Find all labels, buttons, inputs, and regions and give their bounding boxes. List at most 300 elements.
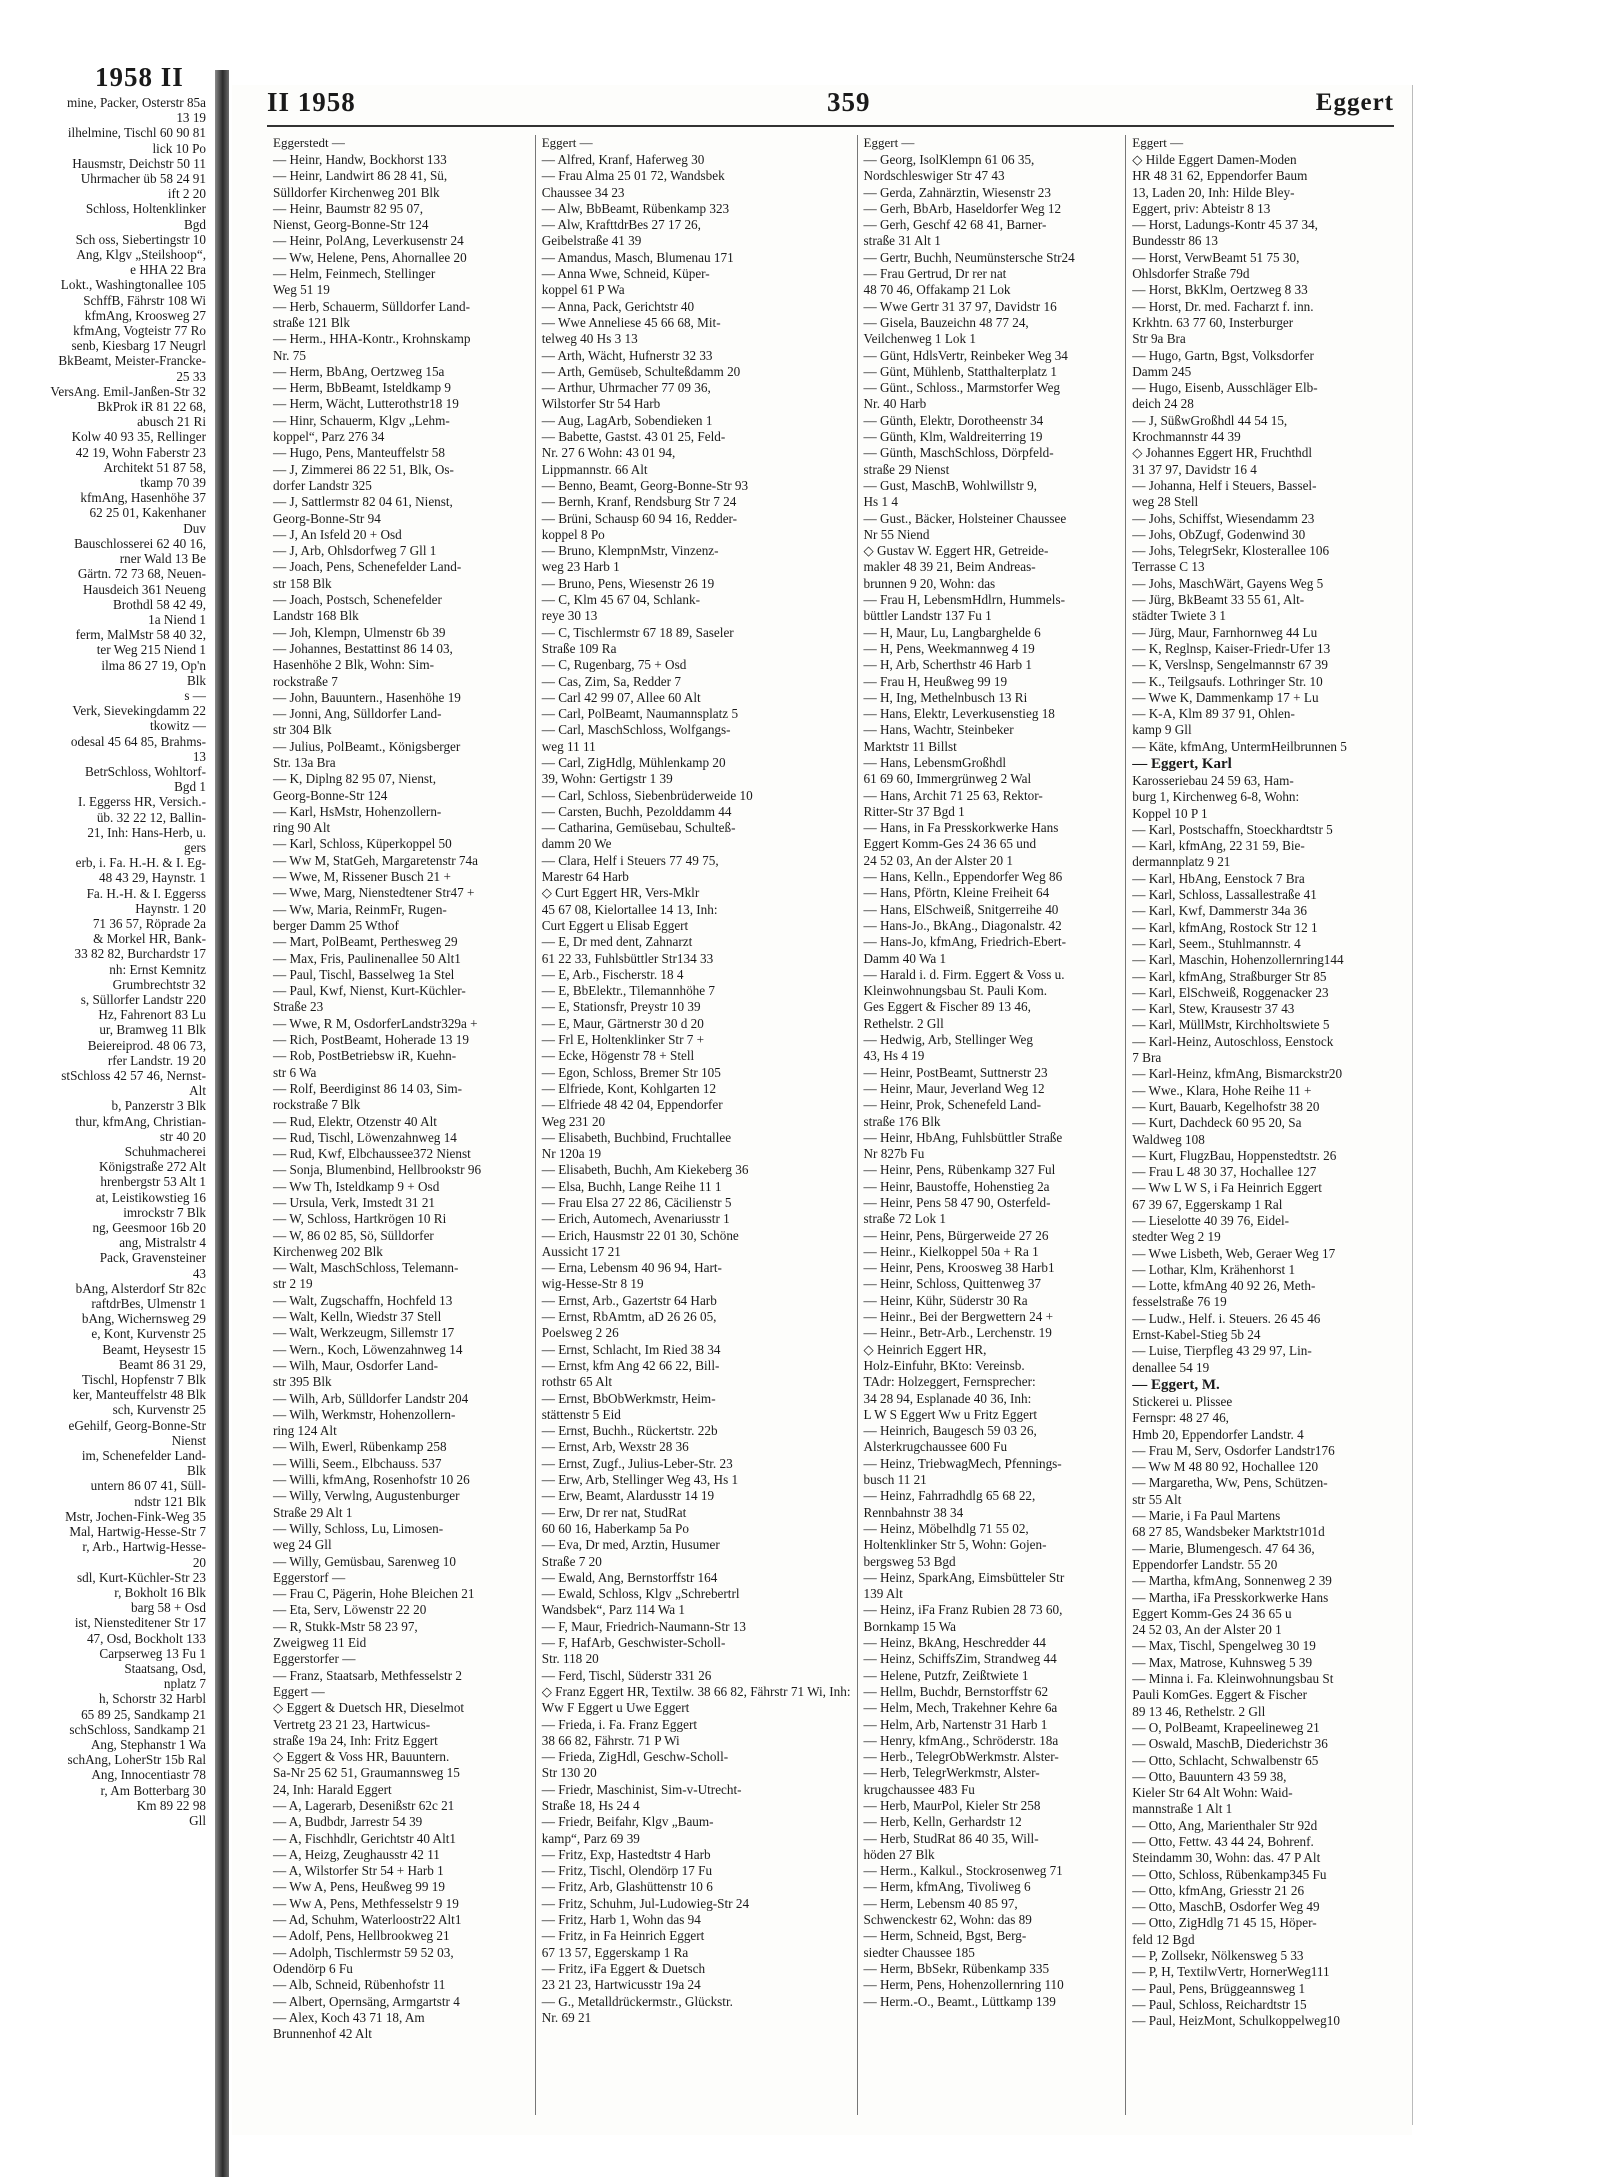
left-page-line: stSchloss 42 57 46, Nernst-: [61, 1068, 206, 1083]
directory-entry: — Minna i. Fa. Kleinwohnungsbau St: [1132, 1671, 1334, 1687]
directory-entry: — Hans, Elektr, Leverkusenstieg 18: [863, 706, 1055, 722]
directory-entry: — Walt, Zugschaffn, Hochfeld 13: [273, 1292, 453, 1308]
directory-entry: — Heinz, iFa Franz Rubien 28 73 60,: [863, 1602, 1063, 1618]
directory-entry: — Karl, Schloss, Lassallestraße 41: [1132, 887, 1317, 903]
directory-entry: — Heinr, Baustoffe, Hohenstieg 2a: [863, 1178, 1050, 1194]
left-page-line: Duv: [183, 520, 206, 536]
directory-entry: Sülldorfer Kirchenweg 201 Blk: [273, 184, 440, 200]
directory-entry: Hmb 20, Eppendorfer Landstr. 4: [1132, 1426, 1304, 1442]
directory-entry: Geibelstraße 41 39: [541, 233, 642, 249]
left-page-line: Schloss, Holtenklinker: [85, 201, 206, 217]
left-page-line: Ang, Klgv „Steilshoop“,: [76, 247, 206, 263]
directory-entry: — C, Tischlermstr 67 18 89, Saseler: [541, 624, 734, 640]
directory-entry: — Paul, Pens, Brüggeannsweg 1: [1132, 1980, 1306, 1996]
directory-entry: — Wwe., Klara, Hohe Reihe 11 +: [1132, 1082, 1312, 1098]
directory-entry: — K, Diplng 82 95 07, Nienst,: [273, 771, 437, 787]
directory-entry: 48 70 46, Offakamp 21 Lok: [863, 282, 1011, 298]
directory-entry: — Herm, kfmAng, Tivoliweg 6: [863, 1879, 1031, 1895]
directory-entry: 43, Hs 4 19: [863, 1048, 925, 1064]
directory-entry: — Marie, i Fa Paul Martens: [1132, 1508, 1281, 1524]
left-page-line: e HHA 22 Bra: [130, 262, 206, 278]
directory-entry: — Joh, Klempn, Ulmenstr 6b 39: [273, 624, 446, 640]
left-page-line: Hausmstr, Deichstr 50 11: [72, 155, 206, 171]
directory-entry: — Max, Tischl, Spengelweg 30 19: [1132, 1638, 1316, 1654]
directory-entry: — Ww A, Pens, Heußweg 99 19: [273, 1879, 445, 1895]
directory-entry: kamp“, Parz 69 39: [541, 1830, 640, 1846]
directory-entry: — E, Maur, Gärtnerstr 30 d 20: [541, 1015, 704, 1031]
directory-entry: Terrasse C 13: [1132, 559, 1205, 575]
left-page-line: 21, Inh: Hans-Herb, u.: [87, 824, 206, 840]
directory-entry: — E, Dr med dent, Zahnarzt: [541, 934, 693, 950]
left-page-line: Nienst: [171, 1432, 206, 1448]
directory-entry: — Karl-Heinz, Autoschloss, Eenstock: [1132, 1033, 1334, 1049]
directory-entry: — Elisabeth, Buchbind, Fruchtallee: [541, 1129, 732, 1145]
left-page-line: Mstr, Jochen-Fink-Weg 35: [65, 1508, 206, 1524]
directory-entry: Straße 18, Hs 24 4: [541, 1797, 640, 1813]
left-page-line: ift 2 20: [167, 186, 206, 202]
directory-entry: — Lotte, kfmAng 40 92 26, Meth-: [1132, 1278, 1316, 1294]
directory-entry: — Max, Matrose, Kuhnsweg 5 39: [1132, 1654, 1313, 1670]
directory-entry: — Helm, Mech, Trakehner Kehre 6a: [863, 1700, 1058, 1716]
left-page-line: imrockstr 7 Blk: [123, 1204, 206, 1220]
left-page-line: ferm, MalMstr 58 40 32,: [75, 627, 206, 643]
directory-entry: 31 37 97, Davidstr 16 4: [1132, 461, 1257, 477]
directory-entry: — Arth, Wächt, Hufnerstr 32 33: [541, 347, 713, 363]
left-page-line: bAng, Wichernsweg 29: [81, 1311, 206, 1327]
left-page-line: b, Panzerstr 3 Blk: [111, 1098, 206, 1114]
directory-entry: Schwenckestr 62, Wohn: das 89: [863, 1912, 1032, 1928]
directory-entry: bergsweg 53 Bgd: [863, 1553, 956, 1569]
directory-entry: 24, Inh: Harald Eggert: [273, 1781, 392, 1797]
directory-entry: — Albert, Opernsäng, Armgartstr 4: [273, 1993, 460, 2009]
directory-entry: — Bruno, Pens, Wiesenstr 26 19: [541, 575, 715, 591]
directory-entry: 67 13 57, Eggerskamp 1 Ra: [541, 1944, 689, 1960]
left-page-line: Schuhmacherei: [124, 1144, 206, 1160]
directory-entry: Pauli KomGes. Eggert & Fischer: [1132, 1687, 1307, 1703]
left-page-line: Bgd: [184, 216, 206, 232]
directory-entry: — Egon, Schloss, Bremer Str 105: [541, 1064, 721, 1080]
left-page-line: str 40 20: [159, 1128, 206, 1144]
directory-entry: Str 130 20: [541, 1765, 597, 1781]
directory-entry: — Herm, Schneid, Bgst, Berg-: [863, 1928, 1027, 1944]
directory-entry: — Wwe Lisbeth, Web, Geraer Weg 17: [1132, 1245, 1336, 1261]
directory-entry: — Kurt, FlugzBau, Hoppenstedtstr. 26: [1132, 1147, 1337, 1163]
left-page-line: lick 10 Po: [152, 140, 206, 156]
directory-entry: — Otto, kfmAng, Griesstr 21 26: [1132, 1882, 1305, 1898]
directory-entry: — Lothar, Klm, Krähenhorst 1: [1132, 1261, 1296, 1277]
directory-entry: — Anna Wwe, Schneid, Küper-: [541, 266, 710, 282]
directory-entry: dorfer Landstr 325: [273, 477, 372, 493]
directory-entry: ◇ Eggert & Voss HR, Bauuntern.: [273, 1749, 450, 1765]
directory-entry: Straße 7 20: [541, 1553, 602, 1569]
directory-entry: — Ursula, Verk, Imstedt 31 21: [273, 1195, 436, 1210]
directory-entry: — Cas, Zim, Sa, Redder 7: [541, 673, 681, 689]
directory-entry: — H, Pens, Weekmannweg 4 19: [863, 640, 1035, 656]
directory-entry: kamp 9 Gll: [1132, 722, 1192, 738]
directory-entry: — Wwe Anneliese 45 66 68, Mit-: [541, 314, 721, 330]
directory-entry: — Herb, Schauerm, Sülldorfer Land-: [273, 298, 471, 314]
directory-entry: — Heinz, SchiffsZim, Strandweg 44: [863, 1651, 1057, 1667]
column-head: Eggert —: [863, 135, 915, 150]
left-page-line: schSchloss, Sandkamp 21: [69, 1721, 206, 1737]
directory-entry: — Ww A, Pens, Methfesselstr 9 19: [273, 1895, 459, 1911]
directory-entry: — Franz, Staatsarb, Methfesselstr 2: [273, 1667, 462, 1683]
directory-entry: — Johanna, Helf i Steuers, Bassel-: [1132, 477, 1317, 493]
directory-entry: — Friedr, Beifahr, Klgv „Baum-: [541, 1814, 714, 1830]
left-page-line: r, Arb., Hartwig-Hesse-: [82, 1539, 206, 1555]
directory-entry: — A, Budbdr, Jarrestr 54 39: [273, 1814, 423, 1830]
directory-entry: — K, Reglnsp, Kaiser-Friedr-Ufer 13: [1132, 640, 1331, 656]
directory-entry: — Carl, MaschSchloss, Wolfgangs-: [541, 722, 731, 738]
directory-entry: — Erw, Beamt, Alardusstr 14 19: [541, 1488, 715, 1504]
left-page-line: erb, i. Fa. H.-H. & I. Eg-: [75, 855, 206, 871]
directory-entry: Damm 40 Wa 1: [863, 950, 947, 966]
directory-entry: Rennbahnstr 38 34: [863, 1504, 964, 1520]
directory-entry: Georg-Bonne-Str 124: [273, 787, 388, 803]
directory-entry: Poelsweg 2 26: [541, 1325, 619, 1341]
directory-entry: — Hugo, Gartn, Bgst, Volksdorfer: [1132, 347, 1314, 363]
directory-entry: — Hans, Wachtr, Steinbeker: [863, 722, 1014, 738]
left-page-line: BkProk iR 81 22 68,: [97, 399, 206, 415]
directory-entry: — Wilh, Arb, Sülldorfer Landstr 204: [273, 1390, 469, 1406]
directory-entry: — Ernst, Schlacht, Im Ried 38 34: [541, 1341, 721, 1357]
directory-entry: — Ernst, BbObWerkmstr, Heim-: [541, 1390, 716, 1406]
directory-entry: — Walt, Kelln, Wiedstr 37 Stell: [273, 1309, 442, 1325]
directory-entry: Nr 55 Niend: [863, 526, 930, 542]
left-page-line: Grumbrechtstr 32: [112, 976, 206, 992]
directory-entry: straße 121 Blk: [273, 314, 350, 330]
directory-entry: — Friedr, Maschinist, Sim-v-Utrecht-: [541, 1781, 742, 1797]
directory-entry: — Karl, ElSchweiß, Roggenacker 23: [1132, 984, 1329, 1000]
directory-entry: — Carl, Schloss, Siebenbrüderweide 10: [541, 787, 753, 803]
directory-entry: — Kurt, Bauarb, Kegelhofstr 38 20: [1132, 1098, 1320, 1114]
left-page-line: VersAng. Emil-Janßen-Str 32: [50, 383, 206, 399]
directory-entry: siedter Chaussee 185: [863, 1944, 975, 1960]
directory-entry: — Catharina, Gemüsebau, Schulteß-: [541, 820, 736, 836]
directory-entry: — Herb, TelegrWerkmstr, Alster-: [863, 1765, 1040, 1781]
left-page-line: Königstraße 272 Alt: [99, 1159, 206, 1175]
directory-entry: — Johs, Schiffst, Wiesendamm 23: [1132, 510, 1315, 526]
left-page-line: r, Am Botterbarg 30: [100, 1782, 206, 1798]
directory-columns: [267, 135, 1394, 2115]
directory-entry: burg 1, Kirchenweg 6-8, Wohn:: [1132, 789, 1300, 805]
directory-entry: Damm 245: [1132, 363, 1192, 379]
directory-entry: deich 24 28: [1132, 396, 1194, 412]
left-page-line: hrenbergstr 53 Alt 1: [100, 1174, 206, 1190]
directory-entry: — Frau L 48 30 37, Hochallee 127: [1132, 1164, 1317, 1180]
directory-entry: krugchaussee 483 Fu: [863, 1781, 975, 1797]
directory-entry: Alsterkrugchaussee 600 Fu: [863, 1439, 1008, 1455]
directory-entry: — Brüni, Schausp 60 94 16, Redder-: [541, 510, 738, 526]
directory-entry: — Gust., Bäcker, Holsteiner Chaussee: [863, 510, 1067, 526]
left-page-line: ur, Bramweg 11 Blk: [99, 1022, 206, 1038]
directory-entry: — C, Klm 45 67 04, Schlank-: [541, 592, 700, 608]
directory-entry: — Heinr, Schloss, Quittenweg 37: [863, 1276, 1042, 1292]
directory-entry: 60 60 16, Haberkamp 5a Po: [541, 1520, 689, 1536]
left-page-line: Hz, Fahrenort 83 Lu: [98, 1007, 206, 1023]
directory-entry: koppel“, Parz 276 34: [273, 429, 385, 445]
directory-entry: — Ad, Schuhm, Waterloostr22 Alt1: [273, 1912, 462, 1928]
directory-entry: — Ww, Maria, ReinmFr, Rugen-: [273, 901, 447, 917]
directory-entry: Nr. 40 Harb: [863, 396, 927, 412]
directory-entry: — Wwe K, Dammenkamp 17 + Lu: [1132, 689, 1319, 705]
directory-entry: Steindamm 30, Wohn: das. 47 P Alt: [1132, 1850, 1321, 1866]
left-page-line: ter Weg 215 Niend 1: [96, 642, 206, 658]
left-page-lines: [0, 95, 212, 1828]
directory-entry: 89 13 46, Rethelstr. 2 Gll: [1132, 1703, 1266, 1719]
directory-entry: 61 69 60, Immergrünweg 2 Wal: [863, 771, 1032, 787]
directory-entry: — Frl E, Holtenklinker Str 7 +: [541, 1032, 705, 1048]
directory-entry: — Frieda, i. Fa. Franz Eggert: [541, 1716, 698, 1732]
directory-entry: — Frau Alma 25 01 72, Wandsbek: [541, 168, 725, 184]
directory-entry: — Karl, Schloss, Küperkoppel 50: [273, 836, 452, 852]
directory-entry: — Martha, iFa Presskorkwerke Hans: [1132, 1589, 1329, 1605]
directory-entry: — Alw, BbBeamt, Rübenkamp 323: [541, 200, 730, 216]
directory-entry: — Wwe Gertr 31 37 97, Davidstr 16: [863, 298, 1057, 314]
directory-entry: — Hellm, Buchdr, Bernstorffstr 62: [863, 1683, 1049, 1699]
directory-entry: — A, Lagerarb, Desenißstr 62c 21: [273, 1797, 455, 1813]
directory-entry: — Lieselotte 40 39 76, Eidel-: [1132, 1213, 1290, 1228]
left-page-line: Beiereiprod. 48 06 73,: [87, 1037, 206, 1053]
directory-entry: — Erich, Automech, Avenariusstr 1: [541, 1211, 730, 1227]
directory-entry: — Paul, HeizMont, Schulkoppelweg10: [1132, 2013, 1340, 2029]
directory-entry: str 395 Blk: [273, 1374, 332, 1390]
directory-entry: denallee 54 19: [1132, 1359, 1210, 1375]
directory-entry: ◇ Eggert & Duetsch HR, Dieselmot: [273, 1700, 465, 1716]
directory-entry: — Fritz, Arb, Glashüttenstr 10 6: [541, 1879, 713, 1895]
directory-entry: — Joach, Pens, Schenefelder Land-: [273, 559, 462, 575]
directory-entry: — W, Schloss, Hartkrögen 10 Ri: [273, 1211, 447, 1227]
directory-entry: Chaussee 34 23: [541, 184, 625, 200]
directory-entry: ◇ Hilde Eggert Damen-Moden: [1132, 152, 1297, 167]
directory-column-1: [267, 135, 535, 2115]
directory-entry: Straße 29 Alt 1: [273, 1504, 353, 1520]
directory-entry: 45 67 08, Kielortallee 14 13, Inh:: [541, 901, 718, 917]
directory-entry: weg 11 11: [541, 738, 596, 754]
left-page-line: Verk, Sievekingdamm 22: [72, 703, 206, 719]
left-page-line: odesal 45 64 85, Brahms-: [70, 733, 206, 749]
directory-entry: berger Damm 25 Wthof: [273, 917, 399, 933]
directory-entry: 34 28 94, Esplanade 40 36, Inh:: [863, 1390, 1032, 1406]
directory-entry: Eggert, priv: Abteistr 8 13: [1132, 200, 1271, 216]
left-page-line: I. Eggerss HR, Versich.-: [78, 794, 206, 810]
left-page-line: e, Kont, Kurvenstr 25: [91, 1326, 206, 1342]
directory-entry: Nr 827b Fu: [863, 1146, 925, 1162]
left-page-line: Gll: [189, 1812, 206, 1828]
directory-entry: — P, H, TextilwVertr, HornerWeg111: [1132, 1964, 1330, 1980]
left-page-line: BkBeamt, Meister-Francke-: [58, 353, 206, 369]
directory-entry: — K., Teilgsaufs. Lothringer Str. 10: [1132, 673, 1323, 689]
directory-entry: Nr 120a 19: [541, 1146, 602, 1162]
directory-entry: — Herm, Pens, Hohenzollernring 110: [863, 1977, 1064, 1993]
directory-column-3: [857, 135, 1126, 2115]
left-page-line: Blk: [186, 672, 206, 688]
directory-entry: — Max, Fris, Paulinenallee 50 Alt1: [273, 950, 461, 966]
directory-entry: — H, Arb, Scherthstr 46 Harb 1: [863, 657, 1033, 673]
directory-entry: — Karl, MüllMstr, Kirchholtswiete 5: [1132, 1017, 1330, 1033]
directory-entry: Kleinwohnungsbau St. Pauli Kom.: [863, 983, 1048, 999]
directory-entry: — Gerh, BbArb, Haseldorfer Weg 12: [863, 200, 1062, 216]
directory-entry: ◇ Johannes Eggert HR, Fruchthdl: [1132, 445, 1312, 461]
directory-entry: Sa-Nr 25 62 51, Graumannsweg 15: [273, 1765, 460, 1781]
left-page-line: 13 19: [176, 110, 206, 126]
book-spine: [215, 70, 229, 2177]
directory-entry: — Fritz, Schuhm, Jul-Ludowieg-Str 24: [541, 1895, 750, 1911]
directory-entry: höden 27 Blk: [863, 1846, 935, 1862]
directory-entry: — Heinr, Handw, Bockhorst 133: [273, 152, 447, 167]
directory-entry: — Harald i. d. Firm. Eggert & Voss u.: [863, 966, 1065, 982]
directory-entry: Eggerstorfer —: [273, 1651, 356, 1667]
directory-entry: — Fritz, Tischl, Olendörp 17 Fu: [541, 1863, 713, 1879]
directory-entry: — Wwe, R M, OsdorferLandstr329a +: [273, 1015, 478, 1031]
directory-entry: 24 52 03, An der Alster 20 1: [1132, 1622, 1282, 1638]
directory-entry: — Günth, MaschSchloss, Dörpfeld-: [863, 445, 1054, 461]
directory-entry: Ritter-Str 37 Bgd 1: [863, 803, 965, 819]
directory-entry: — Ewald, Ang, Bernstorffstr 164: [541, 1569, 718, 1585]
directory-entry: — F, Maur, Friedrich-Naumann-Str 13: [541, 1618, 746, 1634]
directory-entry: — Willi, Seem., Elbchauss. 537: [273, 1455, 442, 1471]
directory-entry: brunnen 9 20, Wohn: das: [863, 575, 996, 591]
directory-entry: straße 29 Nienst: [863, 461, 950, 477]
directory-entry: Georg-Bonne-Str 94: [273, 510, 381, 526]
directory-entry: Hasenhöhe 2 Blk, Wohn: Sim-: [273, 657, 434, 673]
directory-entry: — Hans, ElSchweiß, Snitgerreihe 40: [863, 901, 1059, 917]
left-page-line: ist, Niensteditener Str 17: [74, 1615, 206, 1631]
left-page-line: im, Schenefelder Land-: [81, 1448, 206, 1464]
directory-entry: — Karl, Maschin, Hohenzollernring144: [1132, 952, 1344, 968]
directory-entry: — Alfred, Kranf, Haferweg 30: [541, 152, 705, 167]
directory-entry: — Heinr, Kühr, Süderstr 30 Ra: [863, 1292, 1028, 1308]
directory-entry: 23 21 23, Hartwicusstr 19a 24: [541, 1977, 701, 1993]
directory-entry: Lippmannstr. 66 Alt: [541, 461, 648, 477]
directory-entry: ◇ Gustav W. Eggert HR, Getreide-: [863, 543, 1049, 559]
directory-entry: — J, Zimmerei 86 22 51, Blk, Os-: [273, 461, 454, 477]
directory-entry: Nr. 69 21: [541, 2009, 592, 2025]
directory-entry: — Günth, Elektr, Dorotheenstr 34: [863, 412, 1044, 428]
left-page-line: kfmAng, Hasenhöhe 37: [80, 490, 206, 506]
directory-entry: — Heinr, HbAng, Fuhlsbüttler Straße: [863, 1129, 1063, 1145]
directory-entry: — Karl, Kwf, Dammerstr 34a 36: [1132, 903, 1307, 919]
directory-entry: — Karl, HbAng, Eenstock 7 Bra: [1132, 870, 1305, 886]
directory-entry: — Rob, PostBetriebsw iR, Kuehn-: [273, 1048, 457, 1064]
directory-entry: — F, HafArb, Geschwister-Scholl-: [541, 1635, 726, 1651]
left-page-line: ndstr 121 Blk: [134, 1493, 206, 1509]
directory-entry: — Heinr, Pens, Kroosweg 38 Harb1: [863, 1260, 1055, 1276]
directory-entry: — Karl, Postschaffn, Stoeckhardtstr 5: [1132, 821, 1333, 837]
directory-entry: — Wilh, Maur, Osdorfer Land-: [273, 1357, 438, 1373]
directory-entry: — Willy, Gemüsbau, Sarenweg 10: [273, 1553, 456, 1569]
directory-entry: — Käte, kfmAng, UntermHeilbrunnen 5: [1132, 738, 1347, 754]
directory-entry: str 158 Blk: [273, 575, 332, 591]
directory-entry: — Ww Th, Isteldkamp 9 + Osd: [273, 1178, 440, 1194]
directory-entry: — K, Verslnsp, Sengelmannstr 67 39: [1132, 657, 1328, 673]
directory-entry: ring 124 Alt: [273, 1423, 337, 1439]
directory-entry: — Walt, MaschSchloss, Telemann-: [273, 1260, 459, 1276]
directory-entry: — Wwe, M, Rissener Busch 21 +: [273, 869, 451, 885]
directory-entry: dermannplatz 9 21: [1132, 854, 1231, 870]
directory-entry: — Henry, kfmAng., Schröderstr. 18a: [863, 1732, 1059, 1748]
directory-entry: — J, Arb, Ohlsdorfweg 7 Gll 1: [273, 543, 437, 559]
directory-entry: — Marie, Blumengesch. 47 64 36,: [1132, 1540, 1315, 1556]
directory-entry: ◇ Curt Eggert HR, Vers-Mklr: [541, 885, 700, 901]
directory-entry: stättenstr 5 Eid: [541, 1406, 621, 1422]
left-page-line: r, Bokholt 16 Blk: [114, 1584, 206, 1600]
directory-entry: — Frau M, Serv, Osdorfer Landstr176: [1132, 1442, 1335, 1458]
directory-entry: Koppel 10 P 1: [1132, 805, 1208, 821]
directory-entry: — Gisela, Bauzeichn 48 77 24,: [863, 314, 1029, 330]
directory-entry: — Elsa, Buchh, Lange Reihe 11 1: [541, 1178, 722, 1194]
left-page-line: s —: [184, 687, 206, 703]
left-page-line: untern 86 07 41, Süll-: [90, 1478, 206, 1494]
left-page-line: Staatsang, Osd,: [124, 1660, 206, 1676]
directory-entry: — Ludw., Helf. i. Steuers. 26 45 46: [1132, 1310, 1321, 1326]
directory-entry: telweg 40 Hs 3 13: [541, 331, 638, 347]
left-page-line: mine, Packer, Osterstr 85a: [67, 95, 206, 110]
directory-entry: straße 31 Alt 1: [863, 233, 941, 249]
directory-entry: — Karl, kfmAng, 22 31 59, Bie-: [1132, 838, 1305, 854]
directory-entry: Straße 23: [273, 999, 324, 1015]
directory-entry: Holz-Einfuhr, BKto: Vereinsb.: [863, 1357, 1025, 1373]
directory-entry: Karosseriebau 24 59 63, Ham-: [1132, 772, 1294, 788]
directory-entry: ring 90 Alt: [273, 820, 331, 836]
directory-entry: — Günt, Mühlenb, Statthalterplatz 1: [863, 363, 1057, 379]
left-page-line: sdl, Kurt-Küchler-Str 23: [76, 1569, 206, 1585]
left-page-line: eGehilf, Georg-Bonne-Str: [68, 1417, 206, 1433]
left-page-line: Brothdl 58 42 49,: [112, 596, 206, 612]
directory-entry: — Fritz, in Fa Heinrich Eggert: [541, 1928, 705, 1944]
directory-entry: Vertretg 23 21 23, Hartwicus-: [273, 1716, 431, 1732]
directory-entry: Nr. 27 6 Wohn: 43 01 94,: [541, 445, 676, 461]
directory-entry: — Gerh, Geschf 42 68 41, Barner-: [863, 217, 1047, 233]
left-page-line: Bauschlosserei 62 40 16,: [74, 535, 206, 551]
left-page-line: Architekt 51 87 58,: [103, 459, 206, 475]
directory-entry: — Ww M, StatGeh, Margaretenstr 74a: [273, 852, 478, 868]
directory-entry: — Hugo, Eisenb, Ausschläger Elb-: [1132, 380, 1318, 396]
directory-entry: Marktstr 11 Billst: [863, 738, 957, 754]
directory-entry: städter Twiete 3 1: [1132, 608, 1226, 624]
directory-entry: Eggerstorf —: [273, 1569, 346, 1585]
directory-entry: — Fritz, iFa Eggert & Duetsch: [541, 1960, 706, 1976]
directory-entry: — Joach, Postsch, Schenefelder: [273, 592, 442, 608]
directory-entry: — Heinr, Pens, Rübenkamp 327 Ful: [863, 1162, 1056, 1178]
directory-entry: — Hans-Jo, kfmAng, Friedrich-Ebert-: [863, 934, 1067, 950]
directory-entry: Weg 51 19: [273, 282, 330, 298]
directory-entry: — Erna, Lebensm 40 96 94, Hart-: [541, 1260, 722, 1276]
directory-entry: — Johs, TelegrSekr, Klosterallee 106: [1132, 543, 1330, 559]
directory-entry: — Herb., TelegrObWerkmstr. Alster-: [863, 1749, 1059, 1765]
directory-entry: — Ernst, Arb, Wexstr 28 36: [541, 1439, 689, 1455]
left-page-line: ilma 86 27 19, Op'n: [101, 657, 206, 673]
directory-entry: Nienst, Georg-Bonne-Str 124: [273, 217, 429, 233]
left-page-line: Beamt, Heysestr 15: [102, 1341, 206, 1357]
directory-entry: Hs 1 4: [863, 494, 898, 510]
directory-entry: — Eva, Dr med, Arztin, Husumer: [541, 1537, 720, 1553]
directory-entry: makler 48 39 21, Beim Andreas-: [863, 559, 1036, 575]
left-page-line: Gärtn. 72 73 68, Neuen-: [77, 566, 206, 582]
directory-entry: — Benno, Beamt, Georg-Bonne-Str 93: [541, 477, 749, 493]
directory-entry: weg 23 Harb 1: [541, 559, 620, 575]
directory-entry: — Karl-Heinz, kfmAng, Bismarckstr20: [1132, 1066, 1343, 1082]
directory-entry: damm 20 We: [541, 836, 612, 852]
directory-entry: — Georg, IsolKlempn 61 06 35,: [863, 152, 1035, 167]
directory-entry: — Heinr, Landwirt 86 28 41, Sü,: [273, 168, 448, 184]
directory-entry: Eppendorfer Landstr. 55 20: [1132, 1556, 1278, 1572]
directory-entry: busch 11 21: [863, 1472, 927, 1488]
directory-entry: Str. 118 20: [541, 1651, 599, 1667]
directory-entry: Holtenklinker Str 5, Wohn: Gojen-: [863, 1537, 1047, 1553]
left-page-line: s, Süllorfer Landstr 220: [80, 991, 206, 1007]
directory-entry: — Carl, ZigHdlg, Mühlenkamp 20: [541, 754, 726, 770]
